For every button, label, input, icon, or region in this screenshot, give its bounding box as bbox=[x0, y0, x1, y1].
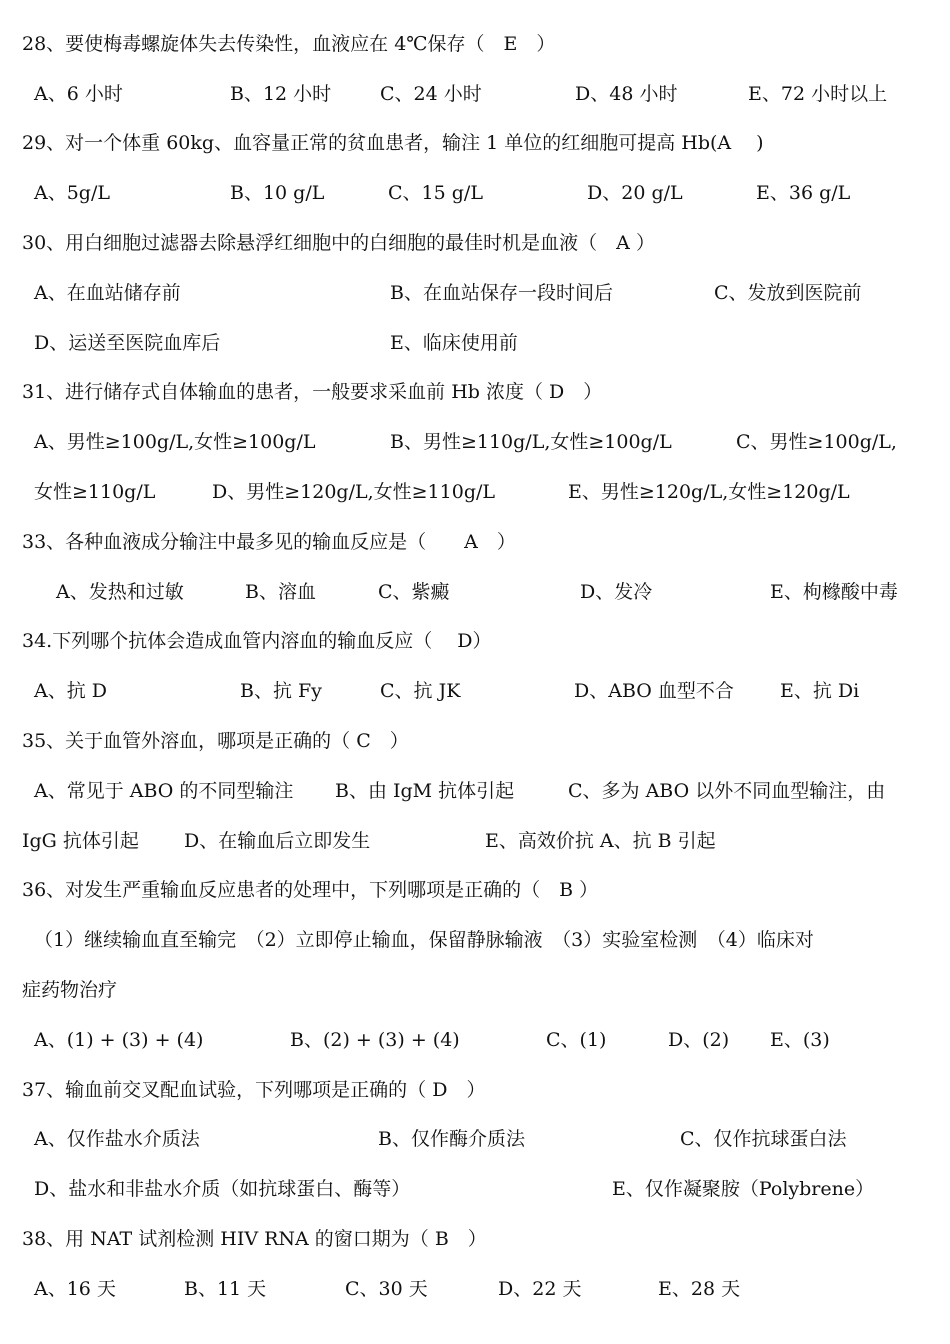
text-line bbox=[0, 1020, 950, 1060]
option-text: E、36 g/L bbox=[756, 182, 851, 204]
text-line bbox=[0, 1269, 950, 1309]
option-text: E、男性≥120g/L,女性≥120g/L bbox=[568, 481, 850, 503]
text-line bbox=[0, 24, 950, 64]
option-text: B、男性≥110g/L,女性≥100g/L bbox=[390, 431, 672, 453]
option-text: C、紫癜 bbox=[378, 581, 450, 603]
text-line bbox=[0, 671, 950, 711]
option-text: B、仅作酶介质法 bbox=[378, 1128, 525, 1150]
option-text: C、男性≥100g/L, bbox=[736, 431, 897, 453]
text-line bbox=[0, 273, 950, 313]
option-text: D、22 天 bbox=[498, 1278, 582, 1300]
option-text: B、12 小时 bbox=[230, 83, 332, 105]
text-line bbox=[0, 1219, 950, 1259]
text-line bbox=[0, 821, 950, 861]
option-text: A、仅作盐水介质法 bbox=[34, 1128, 200, 1150]
text-line bbox=[0, 422, 950, 462]
option-text: D、在输血后立即发生 bbox=[184, 830, 371, 852]
text-line bbox=[0, 1119, 950, 1159]
option-text: D、发冷 bbox=[580, 581, 653, 603]
option-text: C、仅作抗球蛋白法 bbox=[680, 1128, 847, 1150]
line-text: 28、要使梅毒螺旋体失去传染性，血液应在 4℃保存（ E ） bbox=[22, 33, 556, 55]
option-text: E、枸橼酸中毒 bbox=[770, 581, 898, 603]
text-line bbox=[0, 920, 950, 960]
option-text: C、(1) bbox=[546, 1029, 607, 1051]
option-text: D、男性≥120g/L,女性≥110g/L bbox=[212, 481, 496, 503]
option-text: E、72 小时以上 bbox=[748, 83, 888, 105]
text-line bbox=[0, 74, 950, 114]
text-line bbox=[0, 522, 950, 562]
option-text: D、20 g/L bbox=[587, 182, 683, 204]
line-text: 34.下列哪个抗体会造成血管内溶血的输血反应（ D） bbox=[22, 630, 492, 652]
line-text: 33、各种血液成分输注中最多见的输血反应是（ A ） bbox=[22, 531, 516, 553]
text-line bbox=[0, 123, 950, 163]
option-text: D、ABO 血型不合 bbox=[574, 680, 734, 702]
option-text: A、发热和过敏 bbox=[56, 581, 184, 603]
option-text: A、16 天 bbox=[34, 1278, 116, 1300]
option-text: A、5g/L bbox=[34, 182, 110, 204]
option-text: E、28 天 bbox=[658, 1278, 741, 1300]
text-line bbox=[0, 223, 950, 263]
option-text: D、48 小时 bbox=[575, 83, 678, 105]
option-text: B、11 天 bbox=[184, 1278, 267, 1300]
line-text: 29、对一个体重 60kg、血容量正常的贫血患者，输注 1 单位的红细胞可提高 Hb(A ) bbox=[22, 132, 764, 154]
line-text: 36、对发生严重输血反应患者的处理中，下列哪项是正确的（ B ） bbox=[22, 879, 599, 901]
option-text: B、抗 Fy bbox=[240, 680, 322, 702]
option-text: D、运送至医院血库后 bbox=[34, 332, 221, 354]
option-text: E、仅作凝聚胺（Polybrene） bbox=[612, 1178, 875, 1200]
text-line bbox=[0, 323, 950, 363]
option-text: A、(1) + (3) + (4) bbox=[34, 1029, 204, 1051]
option-text: C、15 g/L bbox=[388, 182, 483, 204]
line-text: 30、用白细胞过滤器去除悬浮红细胞中的白细胞的最佳时机是血液（ A ） bbox=[22, 232, 655, 254]
line-text: （1）继续输血直至输完 （2）立即停止输血，保留静脉输液 （3）实验室检测 （4）临床对 bbox=[34, 929, 814, 951]
option-text: D、(2) bbox=[668, 1029, 730, 1051]
line-text: 症药物治疗 bbox=[22, 979, 118, 1001]
option-text: C、多为 ABO 以外不同血型输注，由 bbox=[568, 780, 886, 802]
line-text: 31、进行储存式自体输血的患者，一般要求采血前 Hb 浓度（ D ） bbox=[22, 381, 603, 403]
option-text: C、30 天 bbox=[345, 1278, 428, 1300]
option-text: E、(3) bbox=[770, 1029, 830, 1051]
option-text: D、盐水和非盐水介质（如抗球蛋白、酶等） bbox=[34, 1178, 411, 1200]
option-text: C、发放到医院前 bbox=[714, 282, 862, 304]
option-text: B、(2) + (3) + (4) bbox=[290, 1029, 460, 1051]
text-line bbox=[0, 472, 950, 512]
text-line bbox=[0, 572, 950, 612]
option-text: E、抗 Di bbox=[780, 680, 860, 702]
option-text: B、溶血 bbox=[245, 581, 316, 603]
option-text: B、由 IgM 抗体引起 bbox=[335, 780, 515, 802]
text-line bbox=[0, 771, 950, 811]
line-text: 35、关于血管外溶血，哪项是正确的（ C ） bbox=[22, 730, 409, 752]
option-text: E、临床使用前 bbox=[390, 332, 518, 354]
option-text: E、高效价抗 A、抗 B 引起 bbox=[485, 830, 716, 852]
option-text: C、抗 JK bbox=[380, 680, 461, 702]
text-line bbox=[0, 970, 950, 1010]
option-text: B、在血站保存一段时间后 bbox=[390, 282, 613, 304]
text-line bbox=[0, 721, 950, 761]
option-text: 女性≥110g/L bbox=[34, 481, 156, 503]
option-text: A、男性≥100g/L,女性≥100g/L bbox=[34, 431, 316, 453]
option-text: A、在血站储存前 bbox=[34, 282, 181, 304]
line-text: 38、用 NAT 试剂检测 HIV RNA 的窗口期为（ B ） bbox=[22, 1228, 487, 1250]
text-line bbox=[0, 870, 950, 910]
option-text: A、常见于 ABO 的不同型输注 bbox=[34, 780, 294, 802]
text-line bbox=[0, 173, 950, 213]
text-line bbox=[0, 372, 950, 412]
option-text: A、抗 D bbox=[34, 680, 107, 702]
text-line bbox=[0, 621, 950, 661]
option-text: B、10 g/L bbox=[230, 182, 325, 204]
line-text: 37、输血前交叉配血试验，下列哪项是正确的（ D ） bbox=[22, 1079, 486, 1101]
text-line bbox=[0, 1070, 950, 1110]
option-text: C、24 小时 bbox=[380, 83, 482, 105]
option-text: A、6 小时 bbox=[34, 83, 123, 105]
option-text: IgG 抗体引起 bbox=[22, 830, 139, 852]
text-line bbox=[0, 1169, 950, 1209]
